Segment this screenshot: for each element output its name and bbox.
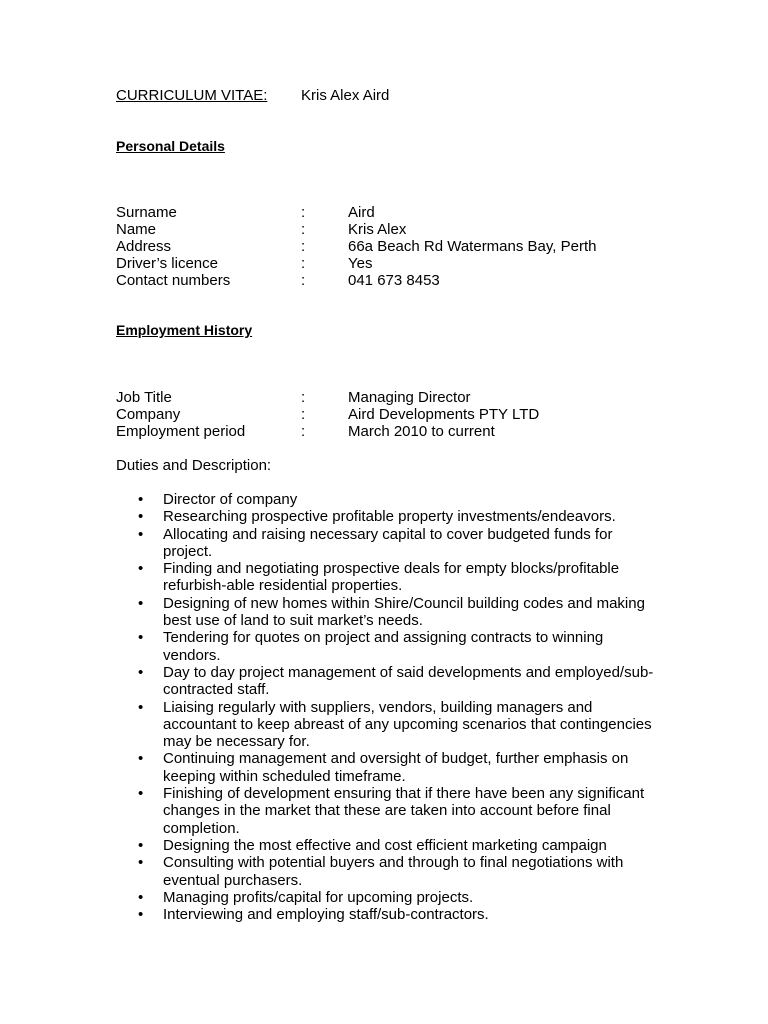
bullet-icon: • (138, 508, 144, 526)
row-separator: : (301, 221, 306, 238)
duty-text: Allocating and raising necessary capital to cover budgeted funds for project. (163, 525, 613, 560)
duty-text: Continuing management and oversight of budget, further emphasis on keeping within scheduled timeframe. (163, 750, 629, 785)
row-value: March 2010 to current (348, 423, 495, 440)
list-item (116, 508, 656, 525)
duty-text: Consulting with potential buyers and through to final negotiations with eventual purchasers. (163, 854, 624, 889)
bullet-icon: • (138, 698, 144, 716)
row-separator: : (301, 389, 306, 406)
list-item (116, 560, 656, 595)
bullet-icon: • (138, 785, 144, 803)
bullet-icon: • (138, 888, 144, 906)
list-item (116, 699, 656, 751)
list-item (116, 664, 656, 699)
bullet-icon: • (138, 663, 144, 681)
bullet-icon: • (138, 594, 144, 612)
bullet-icon: • (138, 560, 144, 578)
row-separator: : (301, 423, 306, 440)
cv-title-name: Kris Alex Aird (301, 87, 390, 104)
bullet-icon: • (138, 836, 144, 854)
row-separator: : (301, 238, 306, 255)
duty-text: Designing the most effective and cost efficient marketing campaign (163, 836, 607, 854)
row-key: Address (116, 238, 172, 255)
duty-text: Interviewing and employing staff/sub-contractors. (163, 906, 489, 924)
row-key: Surname (116, 204, 177, 221)
cv-title (116, 87, 389, 105)
row-value: Aird Developments PTY LTD (348, 406, 540, 423)
duty-text: Day to day project management of said developments and employed/sub-contracted staff. (163, 663, 654, 699)
row-separator: : (301, 255, 306, 272)
bullet-icon: • (138, 525, 144, 543)
list-item (116, 837, 656, 854)
row-key: Company (116, 406, 181, 423)
row-key: Name (116, 221, 157, 238)
duty-text: Liaising regularly with suppliers, vendors, building managers and accountant to keep abreast of any upcoming scenarios that contingencies may be necessary for. (163, 698, 652, 751)
row-separator: : (301, 204, 306, 221)
bullet-icon: • (138, 750, 144, 768)
row-value: Managing Director (348, 389, 471, 406)
duty-text: Director of company (163, 491, 298, 508)
list-item (116, 491, 656, 508)
row-value: 66a Beach Rd Watermans Bay, Perth (348, 238, 597, 255)
duties-list (116, 491, 656, 923)
bullet-icon: • (138, 854, 144, 872)
list-item (116, 595, 656, 630)
row-key: Contact numbers (116, 272, 231, 289)
row-value: Yes (348, 255, 373, 272)
list-item (116, 889, 656, 906)
row-separator: : (301, 272, 306, 289)
duties-label: Duties and Description: (116, 457, 272, 474)
employment-history-heading: Employment History (116, 322, 253, 338)
list-item (116, 906, 656, 923)
row-value: 041 673 8453 (348, 272, 440, 289)
list-item (116, 629, 656, 664)
row-value: Aird (348, 204, 375, 221)
list-item (116, 785, 656, 837)
row-key: Driver’s licence (116, 255, 218, 272)
cv-title-label: CURRICULUM VITAE: (116, 87, 268, 104)
row-key: Employment period (116, 423, 246, 440)
duty-text: Managing profits/capital for upcoming projects. (163, 888, 474, 906)
duty-text: Tendering for quotes on project and assigning contracts to winning vendors. (163, 629, 604, 664)
duty-text: Researching prospective profitable property investments/endeavors. (163, 508, 616, 526)
list-item (116, 526, 656, 561)
duty-text: Designing of new homes within Shire/Council building codes and making best use of land to suit market’s needs. (163, 594, 645, 630)
duty-text: Finding and negotiating prospective deals for empty blocks/profitable refurbish-able residential properties. (163, 560, 620, 595)
row-key: Job Title (116, 389, 172, 406)
list-item (116, 854, 656, 889)
bullet-icon: • (138, 491, 144, 508)
duty-text: Finishing of development ensuring that if there have been any significant changes in the market that these are taken into account before final completion. (163, 785, 645, 837)
personal-details-heading: Personal Details (116, 138, 225, 154)
row-separator: : (301, 406, 306, 423)
row-value: Kris Alex (348, 221, 407, 238)
bullet-icon: • (138, 629, 144, 647)
list-item (116, 750, 656, 785)
bullet-icon: • (138, 906, 144, 924)
